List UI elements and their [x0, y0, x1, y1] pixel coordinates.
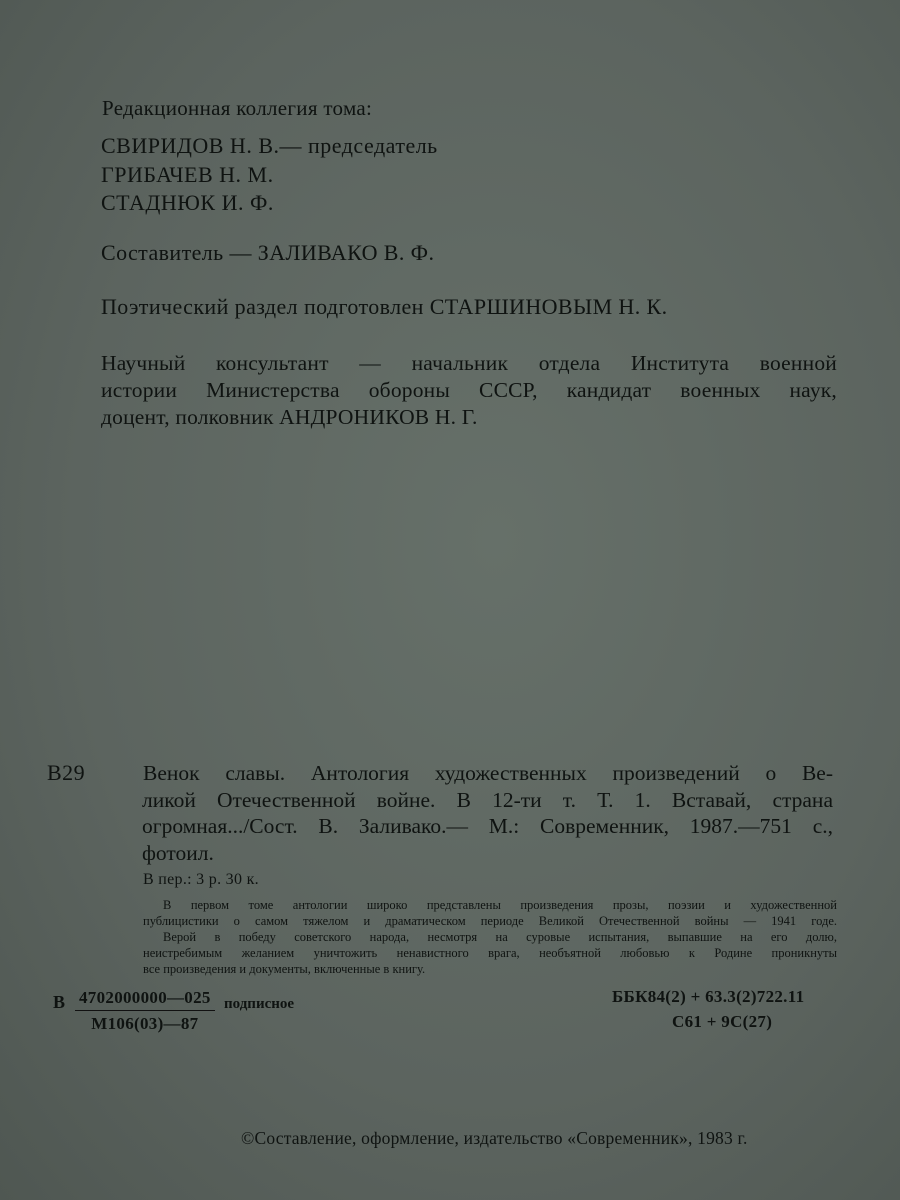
- classification-code: В29: [47, 760, 86, 785]
- catalog-fraction: [75, 988, 215, 1034]
- bibliography-line: огромная.../Сост. В. Заливако.— М.: Современник, 1987.—751 с.,: [142, 814, 833, 838]
- consultant-line: доцент, полковник АНДРОНИКОВ Н. Г.: [101, 405, 478, 429]
- annotation-line: публицистики о самом тяжелом и драматическом периоде Великой Отечественной войны — 1941 годе.: [143, 914, 837, 928]
- price: В пер.: 3 р. 30 к.: [143, 871, 259, 888]
- annotation-line: В первом томе антологии широко представлены произведения прозы, поэзии и художественной: [163, 898, 837, 912]
- editorial-board-member: ГРИБАЧЕВ Н. М.: [101, 162, 274, 187]
- bibliographic-description: [143, 760, 833, 866]
- editorial-board-member: СТАДНЮК И. Ф.: [101, 190, 274, 215]
- annotation-line: неистребимым желанием уничтожить ненавистного врага, необъятной любовью к Родине проникнуты: [143, 946, 837, 960]
- consultant-line: Научный консультант — начальник отдела Института военной: [101, 351, 837, 375]
- catalog-denominator: М106(03)—87: [91, 1014, 199, 1033]
- bibliography-line: ликой Отечественной войне. В 12-ти т. Т. 1. Вставай, страна: [142, 787, 833, 812]
- catalog-letter: В: [53, 992, 66, 1012]
- editorial-board-heading: Редакционная коллегия тома:: [102, 96, 373, 120]
- copyright-notice: ©Составление, оформление, издательство «Современник», 1983 г.: [241, 1128, 748, 1148]
- annotation-line: Верой в победу советского народа, несмотря на суровые испытания, выпавшие на его долю,: [163, 930, 837, 944]
- poetry-section-credit: Поэтический раздел подготовлен СТАРШИНОВЫМ Н. К.: [101, 294, 668, 319]
- consultant-line: истории Министерства обороны СССР, кандидат военных наук,: [101, 378, 837, 402]
- subscription-note: подписное: [224, 996, 295, 1012]
- bibliography-line: Венок славы. Антология художественных произведений о Ве-: [143, 761, 833, 785]
- annotation-line: все произведения и документы, включенные в книгу.: [143, 962, 426, 976]
- editorial-board-member: СВИРИДОВ Н. В.— председатель: [101, 133, 438, 158]
- compiler-credit: Составитель — ЗАЛИВАКО В. Ф.: [101, 240, 435, 265]
- bbk-secondary-index: С61 + 9С(27): [672, 1012, 773, 1031]
- annotation: [143, 897, 837, 977]
- scientific-consultant: [101, 350, 837, 431]
- catalog-numerator: 4702000000—025: [75, 988, 215, 1011]
- bibliography-line: фотоил.: [142, 840, 214, 865]
- bbk-index: ББК84(2) + 63.3(2)722.11: [612, 987, 805, 1006]
